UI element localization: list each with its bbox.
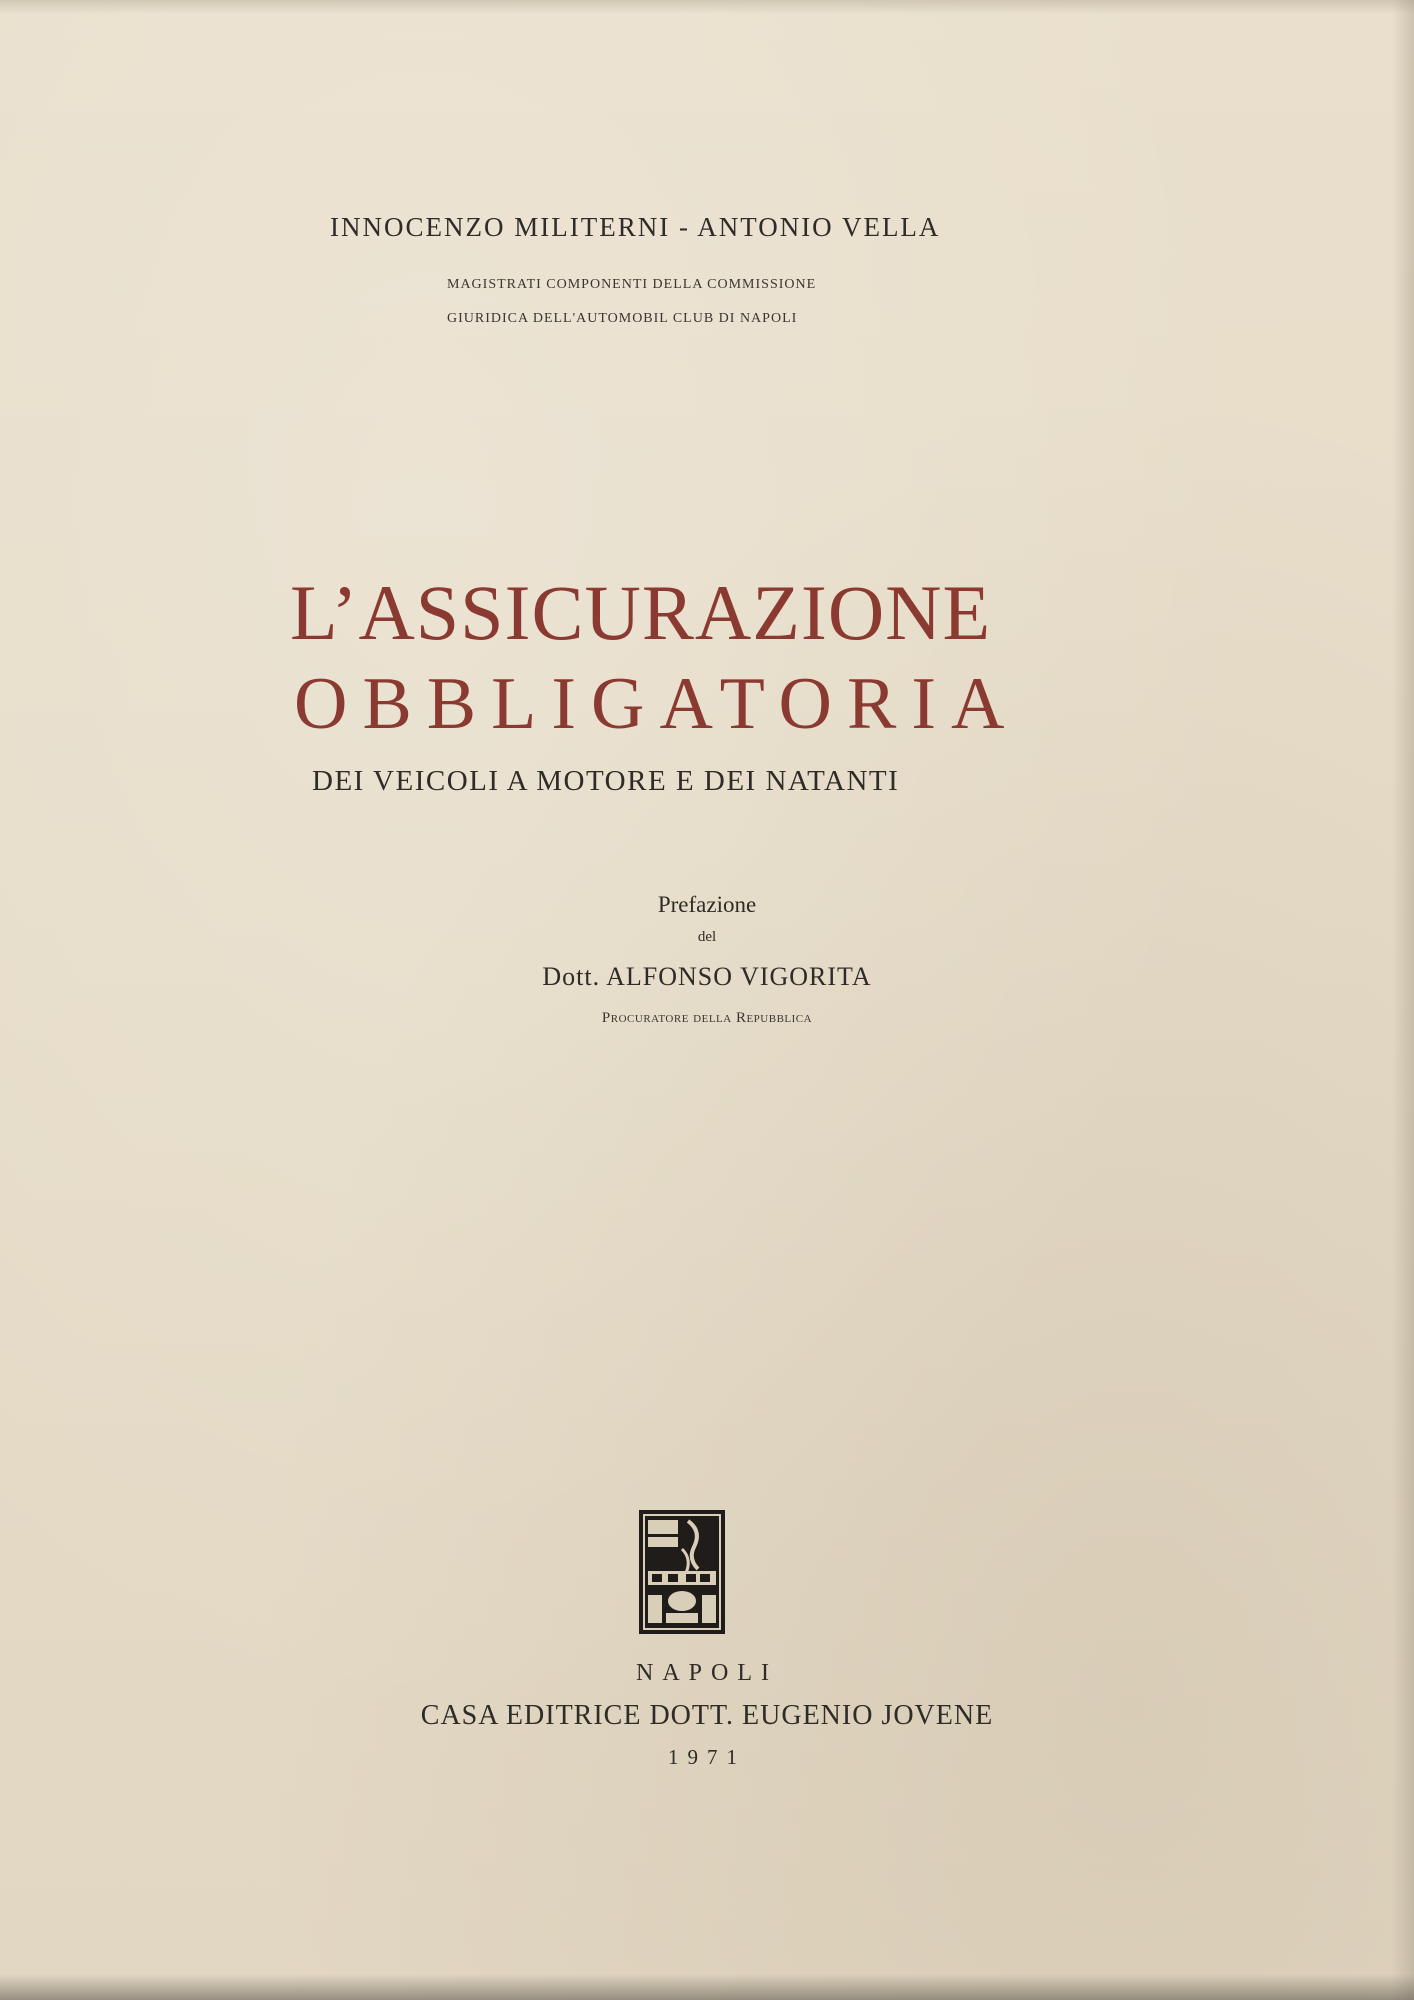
publisher-emblem-icon	[638, 1509, 726, 1635]
author-names: INNOCENZO MILITERNI - ANTONIO VELLA	[330, 212, 941, 242]
preface-preposition: del	[697, 929, 717, 945]
cover-bottom-edge	[0, 1974, 1414, 2000]
author-affiliation-line-2: GIURIDICA DELL'AUTOMOBIL CLUB DI NAPOLI	[447, 311, 798, 326]
preface-author: Dott. ALFONSO VIGORITA	[542, 962, 872, 991]
imprint-publisher: CASA EDITRICE DOTT. EUGENIO JOVENE	[420, 1700, 994, 1731]
preface-author-role: Procuratore della Repubblica	[601, 1010, 813, 1026]
author-affiliation-line-1: MAGISTRATI COMPONENTI DELLA COMMISSIONE	[447, 277, 817, 292]
cover-top-edge	[0, 0, 1414, 14]
preface-label: Prefazione	[657, 892, 757, 917]
book-title-line-1: L’ASSICURAZIONE	[290, 569, 992, 656]
book-title-line-2: OBBLIGATORIA	[294, 663, 1020, 745]
imprint-year: 1971	[668, 1745, 746, 1769]
book-subtitle: DEI VEICOLI A MOTORE E DEI NATANTI	[312, 765, 900, 797]
imprint-city: NAPOLI	[636, 1660, 778, 1686]
